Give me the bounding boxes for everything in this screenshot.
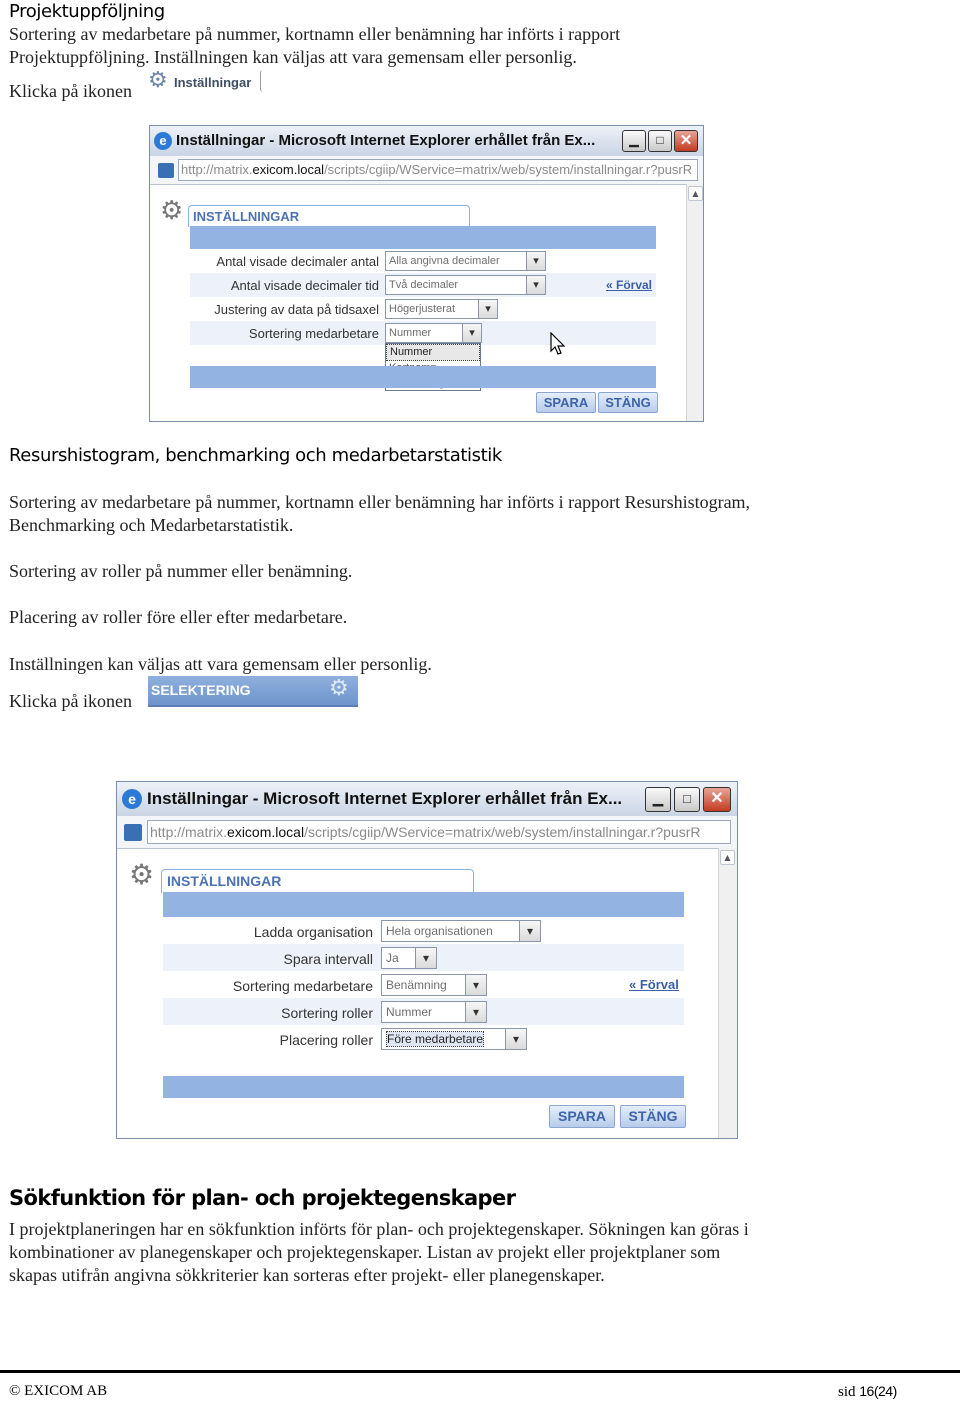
- url-path: /scripts/cgiip/WService=matrix/web/system/installningar.r?pusrR: [304, 824, 701, 840]
- paragraph-line: skapas utifrån angivna sökkriterier kan sorteras efter projekt- eller planegenskaper.: [9, 1265, 605, 1285]
- paragraph: Placering av roller före eller efter medarbetare.: [9, 607, 348, 627]
- maximize-button[interactable]: □: [674, 787, 700, 812]
- address-field[interactable]: [147, 820, 731, 844]
- save-button[interactable]: SPARA: [549, 1105, 615, 1128]
- select-value: Hela organisationen: [386, 924, 493, 938]
- setting-label: Justering av data på tidsaxel: [214, 302, 379, 317]
- setting-row: [190, 249, 656, 273]
- vertical-scrollbar[interactable]: [718, 848, 737, 1138]
- save-interval-select[interactable]: [381, 947, 437, 969]
- select-value: Alla angivna decimaler: [389, 255, 500, 267]
- paragraph-line: Sortering av medarbetare på nummer, kortnamn eller benämning har införts i rapport Resurshistogram,: [9, 492, 751, 512]
- installningar-icon-button[interactable]: [148, 70, 266, 94]
- setting-row: [190, 273, 656, 297]
- paragraph: Sortering av roller på nummer eller benämning.: [9, 561, 353, 581]
- chevron-down-icon: ▾: [505, 1029, 526, 1049]
- minimize-button[interactable]: ▁: [645, 787, 671, 812]
- mouse-cursor-icon: [550, 332, 566, 356]
- page-icon: [124, 824, 142, 841]
- gear-icon: ⚙: [160, 196, 184, 226]
- role-placement-select[interactable]: [381, 1028, 527, 1050]
- ie-window-1: [149, 125, 704, 422]
- page-prefix: sid: [838, 1384, 856, 1400]
- ie-logo-icon: e: [154, 132, 172, 150]
- gear-icon: ⚙: [148, 68, 168, 93]
- tab-installningar[interactable]: INSTÄLLNINGAR: [188, 205, 470, 227]
- load-organisation-select[interactable]: [381, 920, 541, 942]
- window-title: Inställningar - Microsoft Internet Explorer erhållet från Ex...: [176, 132, 596, 149]
- title-bar: [150, 126, 703, 156]
- forval-link[interactable]: « Förval: [606, 278, 653, 292]
- forval-link[interactable]: « Förval: [629, 977, 679, 992]
- chevron-down-icon: ▾: [462, 324, 481, 342]
- paragraph: Inställningen kan väljas att vara gemensam eller personlig.: [9, 654, 432, 674]
- ie-logo-icon: e: [122, 789, 142, 809]
- page-value: 16(24): [859, 1383, 897, 1399]
- setting-label: Sortering medarbetare: [232, 978, 373, 994]
- paragraph-line: Projektuppföljning. Inställningen kan väljas att vara gemensam eller personlig.: [9, 47, 577, 67]
- header-band: [163, 892, 684, 917]
- footer-copyright: © EXICOM AB: [9, 1383, 108, 1399]
- setting-label: Placering roller: [279, 1032, 373, 1048]
- paragraph-line: kombinationer av planegenskaper och projektegenskaper. Listan av projekt eller projektplaner som: [9, 1242, 721, 1262]
- setting-row: [163, 998, 684, 1025]
- url-prefix: http://matrix.: [150, 824, 228, 840]
- page-number: [838, 1383, 897, 1401]
- select-value: Högerjusterat: [389, 303, 456, 315]
- chevron-down-icon: ▾: [526, 276, 545, 294]
- setting-row: [163, 1025, 684, 1052]
- ie-window-2: [116, 781, 738, 1139]
- close-button[interactable]: STÄNG: [620, 1105, 686, 1128]
- chevron-down-icon: ▾: [465, 975, 486, 995]
- setting-label: Antal visade decimaler tid: [230, 278, 379, 293]
- gear-icon: ⚙: [329, 676, 349, 701]
- select-value: Före medarbetare: [387, 1032, 484, 1046]
- selektering-icon-button[interactable]: [148, 676, 358, 707]
- heading-projektuppfoljning: Projektuppföljning: [9, 1, 165, 22]
- close-button[interactable]: STÄNG: [598, 392, 658, 413]
- sort-employees-select[interactable]: [381, 974, 487, 996]
- setting-row: [163, 944, 684, 971]
- address-bar: [117, 816, 737, 849]
- url-host: exicom.local: [227, 824, 305, 840]
- window-title: Inställningar - Microsoft Internet Explorer erhållet från Ex...: [147, 789, 623, 808]
- header-band: [190, 226, 656, 249]
- address-bar: [150, 156, 703, 185]
- setting-label: Spara intervall: [283, 951, 373, 967]
- scroll-up-icon[interactable]: ▲: [720, 850, 735, 865]
- installningar-icon-label: Inställningar: [174, 75, 252, 90]
- vertical-scrollbar[interactable]: [686, 184, 703, 421]
- setting-label: Antal visade decimaler antal: [216, 254, 379, 269]
- setting-label: Sortering medarbetare: [248, 326, 379, 341]
- chevron-down-icon: ▾: [415, 948, 436, 968]
- footer-band: [163, 1076, 684, 1098]
- gear-icon: ⚙: [129, 858, 155, 891]
- setting-row: [163, 971, 684, 998]
- setting-row: [163, 917, 684, 944]
- paragraph-line: I projektplaneringen har en sökfunktion införts för plan- och projektegenskaper. Sökningen kan göras i: [9, 1219, 749, 1239]
- chevron-down-icon: ▾: [465, 1002, 486, 1022]
- select-value: Benämning: [386, 978, 447, 992]
- setting-label: Sortering roller: [281, 1005, 373, 1021]
- address-field[interactable]: [178, 159, 698, 181]
- minimize-button[interactable]: ▁: [622, 130, 646, 152]
- dropdown-option[interactable]: Nummer: [386, 344, 480, 361]
- url-host: exicom.local: [252, 162, 325, 177]
- scroll-up-icon[interactable]: ▲: [688, 186, 703, 201]
- klicka-text: Klicka på ikonen: [9, 691, 132, 711]
- url-path: /scripts/cgiip/WService=matrix/web/system/installningar.r?pusrR: [324, 162, 693, 177]
- heading-resurshistogram: Resurshistogram, benchmarking och medarbetarstatistik: [9, 445, 502, 466]
- setting-row: [190, 297, 656, 321]
- close-window-button[interactable]: ✕: [674, 130, 698, 152]
- close-window-button[interactable]: ✕: [703, 787, 731, 812]
- klicka-text: Klicka på ikonen: [9, 81, 132, 101]
- paragraph-line: Sortering av medarbetare på nummer, kortnamn eller benämning har införts i rapport: [9, 24, 621, 44]
- footer-band: [190, 366, 656, 388]
- footer-divider: [0, 1370, 960, 1373]
- tab-installningar[interactable]: INSTÄLLNINGAR: [161, 869, 474, 893]
- select-value: Nummer: [386, 1005, 433, 1019]
- sort-roles-select[interactable]: [381, 1001, 487, 1023]
- setting-label: Ladda organisation: [253, 924, 373, 940]
- title-bar: [117, 782, 737, 816]
- select-value: Nummer: [389, 327, 432, 339]
- url-prefix: http://matrix.: [181, 162, 253, 177]
- decimals-quantity-select[interactable]: [385, 251, 546, 271]
- chevron-down-icon: ▾: [526, 252, 545, 270]
- heading-sokfunktion: Sökfunktion för plan- och projektegenskaper: [9, 1186, 516, 1210]
- decimals-time-select[interactable]: [385, 275, 546, 295]
- page-icon: [158, 163, 174, 178]
- save-button[interactable]: SPARA: [536, 392, 596, 413]
- paragraph-line: Benchmarking och Medarbetarstatistik.: [9, 515, 294, 535]
- select-value: Två decimaler: [389, 279, 459, 291]
- chevron-down-icon: ▾: [519, 921, 540, 941]
- selektering-label: SELEKTERING: [151, 682, 251, 698]
- chevron-down-icon: ▾: [478, 300, 497, 318]
- maximize-button[interactable]: □: [648, 130, 672, 152]
- sort-employees-select[interactable]: [385, 323, 482, 343]
- select-value: Ja: [386, 951, 399, 965]
- setting-row: [190, 321, 656, 345]
- alignment-select[interactable]: [385, 299, 498, 319]
